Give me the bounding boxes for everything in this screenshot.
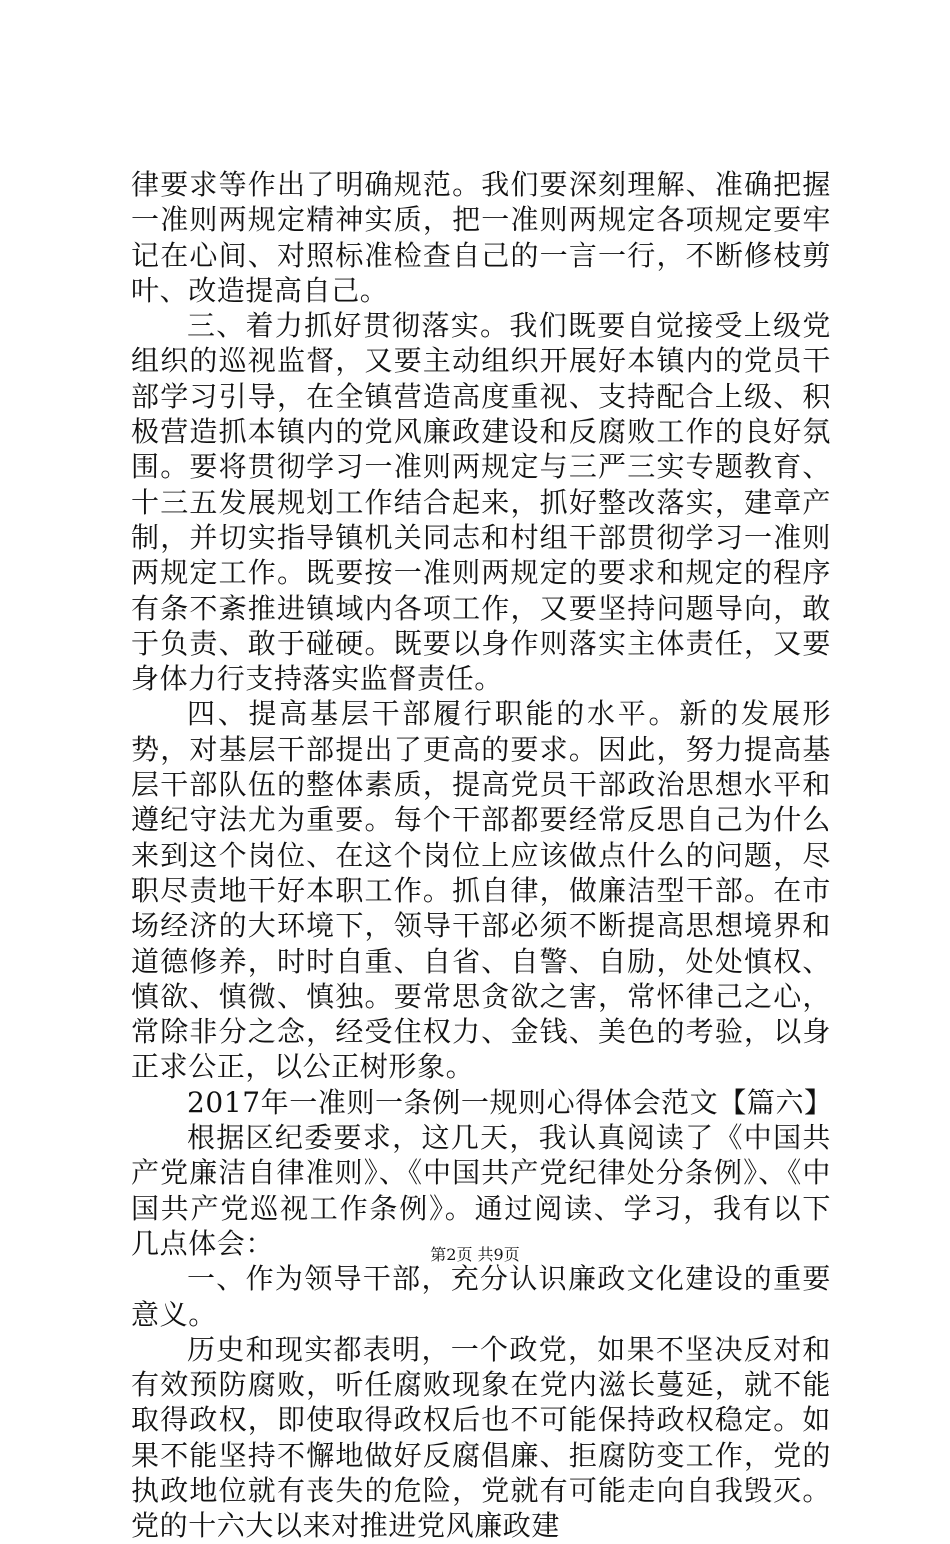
paragraph-3: 四、提高基层干部履行职能的水平。新的发展形势，对基层干部提出了更高的要求。因此，努力提高基层干部队伍的整体素质，提高党员干部政治思想水平和遵纪守法尤为重要。每个干部都要经常反思自己为什么来到这个岗位、在这个岗位上应该做点什么的问题，尽职尽责地干好本职工作。抓自律，做廉洁型干部。在市场经济的大环境下，领导干部必须不断提高思想境界和道德修养，时时自重、自省、自警、自励，处处慎权、慎欲、慎微、慎独。要常思贪欲之害，常怀律己之心，常除非分之念，经受住权力、金钱、美色的考验，以身正求公正，以公正树形象。 [131, 697, 831, 1084]
page-number: 第2页 共9页 [430, 1245, 520, 1264]
page-footer [0, 1245, 950, 1265]
paragraph-1: 律要求等作出了明确规范。我们要深刻理解、准确把握一准则两规定精神实质，把一准则两规定各项规定要牢记在心间、对照标准检查自己的一言一行，不断修枝剪叶、改造提高自己。 [131, 168, 831, 307]
paragraph-2: 三、着力抓好贯彻落实。我们既要自觉接受上级党组织的巡视监督，又要主动组织开展好本镇内的党员干部学习引导，在全镇营造高度重视、支持配合上级、积极营造抓本镇内的党风廉政建设和反腐败工作的良好氛围。要将贯彻学习一准则两规定与三严三实专题教育、十三五发展规划工作结合起来，抓好整改落实，建章产制，并切实指导镇机关同志和村组干部贯彻学习一准则两规定工作。既要按一准则两规定的要求和规定的程序有条不紊推进镇域内各项工作，又要坚持问题导向，敢于负责、敢于碰硬。既要以身作则落实主体责任，又要身体力行支持落实监督责任。 [131, 309, 831, 696]
paragraph-5: 根据区纪委要求，这几天，我认真阅读了《中国共产党廉洁自律准则》、《中国共产党纪律处分条例》、《中国共产党巡视工作条例》。通过阅读、学习，我有以下几点体会： [131, 1121, 831, 1260]
paragraph-6: 一、作为领导干部，充分认识廉政文化建设的重要意义。 [131, 1262, 831, 1331]
document-body [131, 167, 831, 1544]
section-heading: 2017年一准则一条例一规则心得体会范文【篇六】 [187, 1085, 833, 1119]
paragraph-7: 历史和现实都表明，一个政党，如果不坚决反对和有效预防腐败，听任腐败现象在党内滋长蔓延，就不能取得政权，即使取得政权后也不可能保持政权稳定。如果不能坚持不懈地做好反腐倡廉、拒腐防变工作，党的执政地位就有丧失的危险，党就有可能走向自我毁灭。党的十六大以来对推进党风廉政建 [131, 1332, 831, 1543]
